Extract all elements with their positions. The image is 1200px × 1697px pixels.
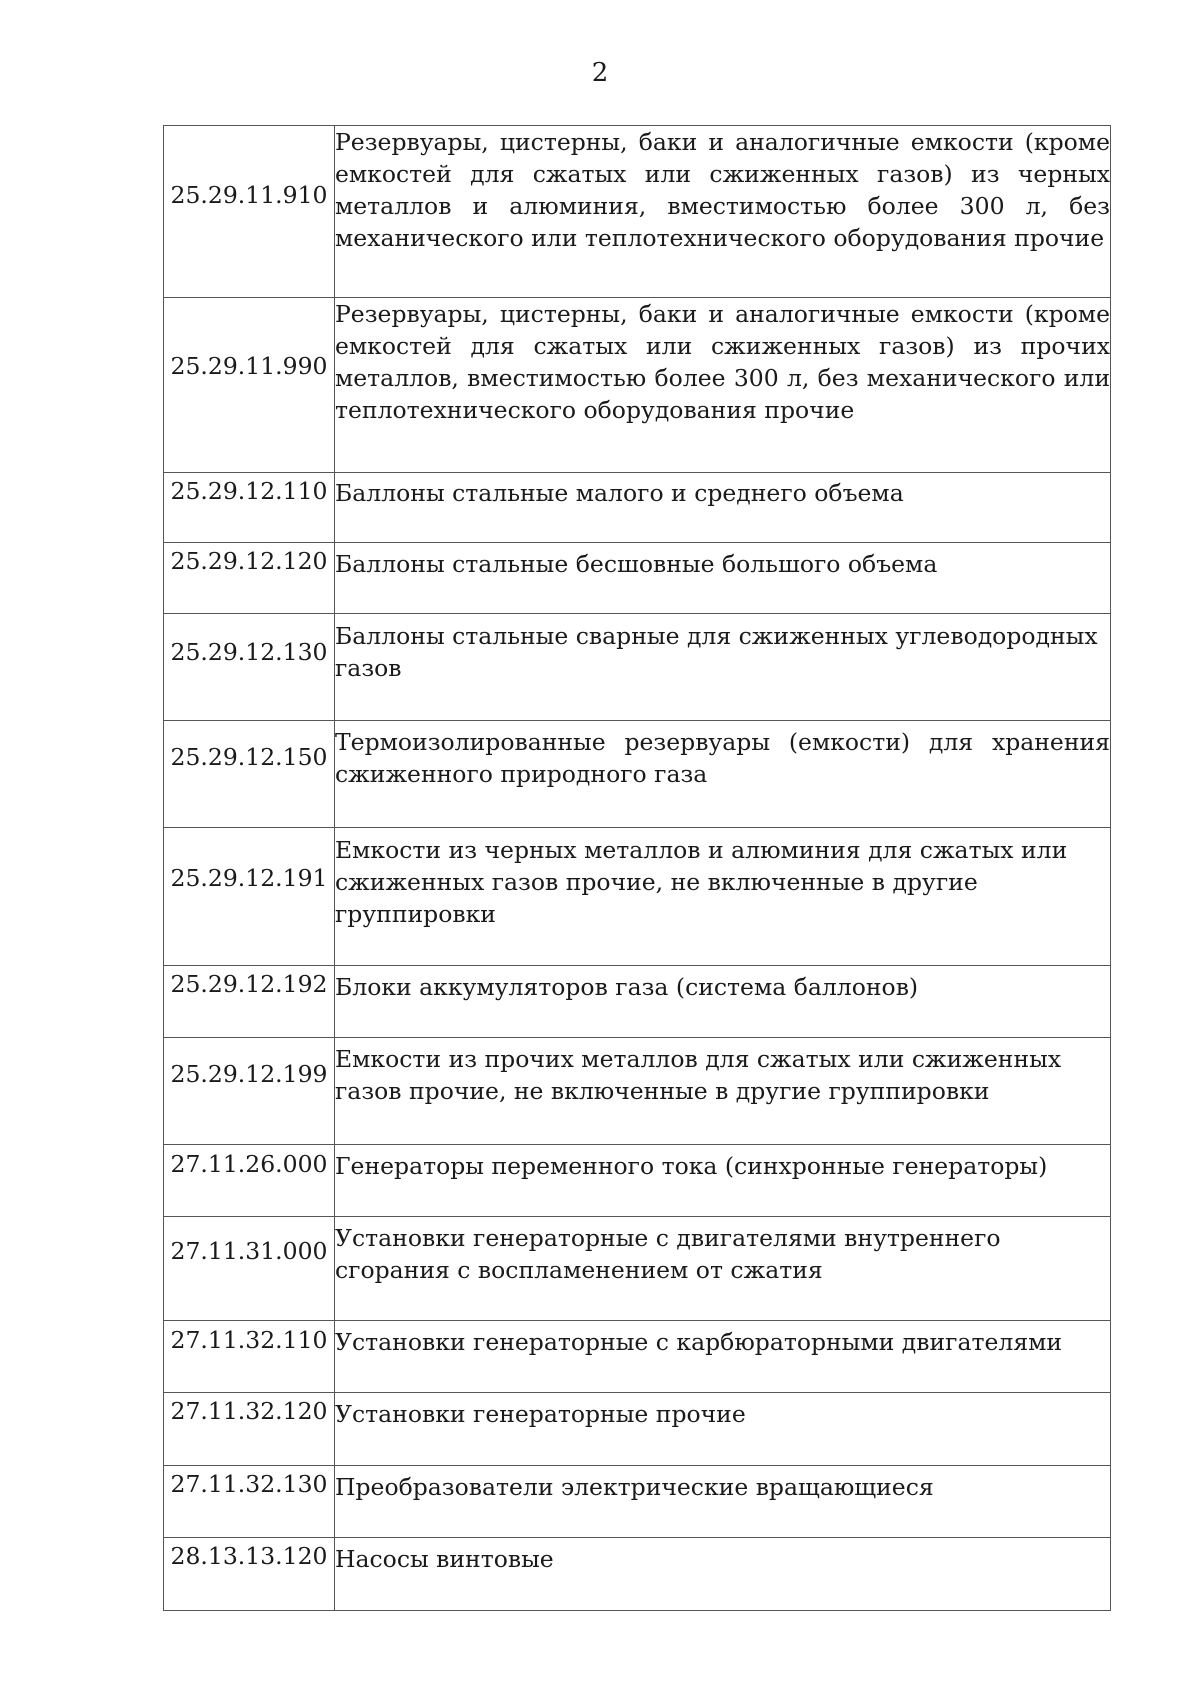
table-row (164, 1321, 1111, 1393)
code-cell: 27.11.26.000 (164, 1145, 335, 1217)
table-row (164, 473, 1111, 543)
code-cell: 25.29.12.199 (164, 1038, 335, 1145)
code-cell: 25.29.11.990 (164, 298, 335, 473)
code-cell: 25.29.12.110 (164, 473, 335, 543)
table-row (164, 966, 1111, 1038)
code-cell: 25.29.12.120 (164, 543, 335, 614)
code-cell: 27.11.32.130 (164, 1466, 335, 1538)
description-cell: Генераторы переменного тока (синхронные генераторы) (335, 1145, 1111, 1217)
table-row (164, 1038, 1111, 1145)
description-cell: Установки генераторные с двигателями внутреннего сгорания с воспламенением от сжатия (335, 1217, 1111, 1321)
code-cell: 27.11.32.110 (164, 1321, 335, 1393)
table-row (164, 1217, 1111, 1321)
table-row (164, 1538, 1111, 1611)
description-cell: Блоки аккумуляторов газа (система баллонов) (335, 966, 1111, 1038)
code-cell: 25.29.12.130 (164, 614, 335, 721)
codes-table (163, 125, 1111, 1611)
description-cell: Резервуары, цистерны, баки и аналогичные емкости (кроме емкостей для сжатых или сжиженных газов) из прочих металлов, вместимостью более 300 л, без механического или теплотехнического оборудования прочие (335, 298, 1111, 473)
description-cell: Установки генераторные прочие (335, 1393, 1111, 1466)
table-row (164, 298, 1111, 473)
table-row (164, 1466, 1111, 1538)
code-cell: 25.29.12.191 (164, 828, 335, 966)
table-row (164, 543, 1111, 614)
description-cell: Емкости из черных металлов и алюминия для сжатых или сжиженных газов прочие, не включенные в другие группировки (335, 828, 1111, 966)
table-row (164, 828, 1111, 966)
table-row (164, 1145, 1111, 1217)
code-cell: 25.29.11.910 (164, 126, 335, 298)
code-cell: 25.29.12.150 (164, 721, 335, 828)
code-cell: 27.11.32.120 (164, 1393, 335, 1466)
code-cell: 27.11.31.000 (164, 1217, 335, 1321)
table-row (164, 721, 1111, 828)
code-cell: 28.13.13.120 (164, 1538, 335, 1611)
table-row (164, 1393, 1111, 1466)
page-number: 2 (591, 58, 609, 88)
description-cell: Установки генераторные с карбюраторными двигателями (335, 1321, 1111, 1393)
description-cell: Баллоны стальные малого и среднего объема (335, 473, 1111, 543)
description-cell: Термоизолированные резервуары (емкости) для хранения сжиженного природного газа (335, 721, 1111, 828)
description-cell: Баллоны стальные бесшовные большого объема (335, 543, 1111, 614)
description-cell: Баллоны стальные сварные для сжиженных углеводородных газов (335, 614, 1111, 721)
description-cell: Резервуары, цистерны, баки и аналогичные емкости (кроме емкостей для сжатых или сжиженных газов) из черных металлов и алюминия, вместимостью более 300 л, без механического или теплотехнического оборудования прочие (335, 126, 1111, 298)
table-row (164, 614, 1111, 721)
description-cell: Емкости из прочих металлов для сжатых или сжиженных газов прочие, не включенные в другие группировки (335, 1038, 1111, 1145)
description-cell: Насосы винтовые (335, 1538, 1111, 1611)
code-cell: 25.29.12.192 (164, 966, 335, 1038)
description-cell: Преобразователи электрические вращающиеся (335, 1466, 1111, 1538)
table-row (164, 126, 1111, 298)
